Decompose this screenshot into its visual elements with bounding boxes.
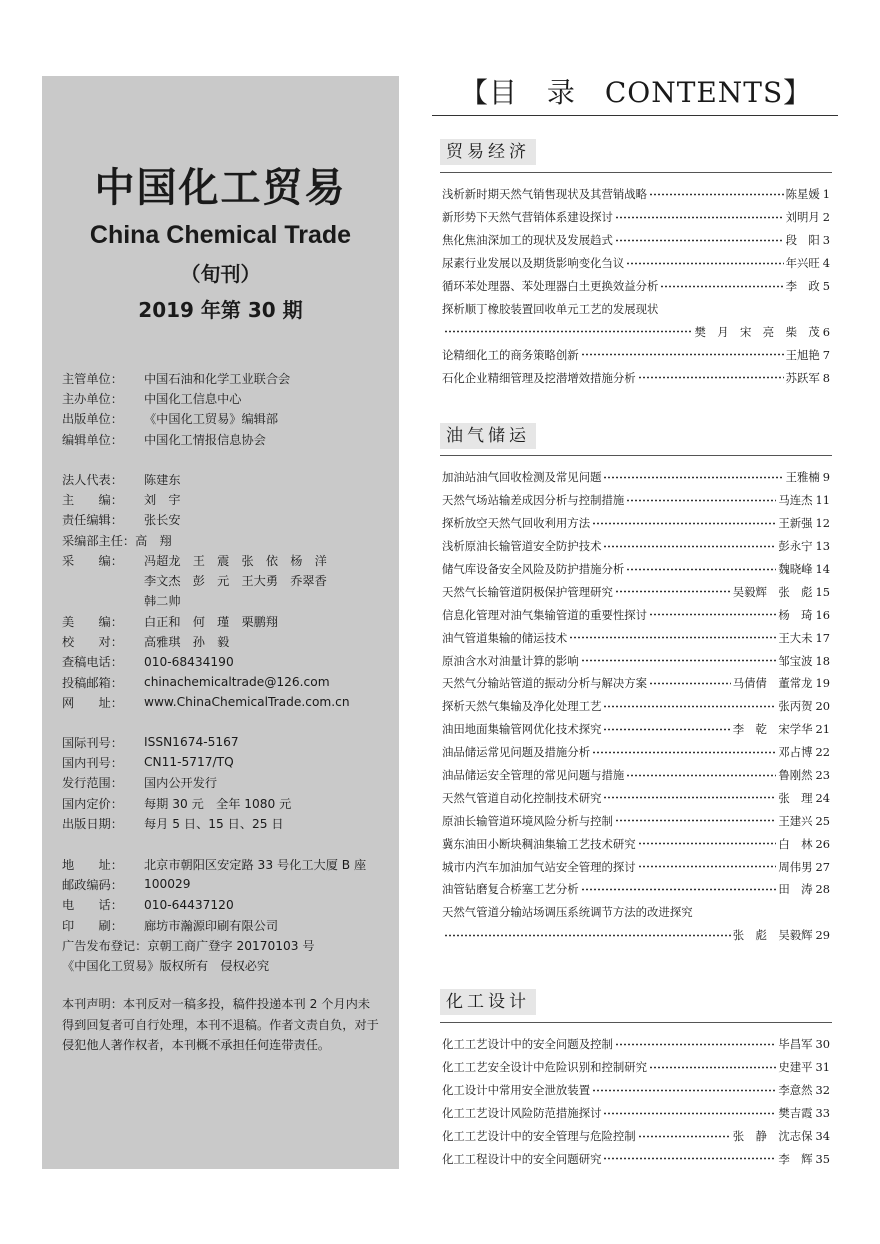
info-row — [62, 854, 392, 874]
toc-entry[interactable] — [442, 672, 830, 695]
toc-entry-author: 邹宝波 — [778, 653, 813, 668]
toc-entry-page: 31 — [815, 1060, 830, 1075]
info-label: 查稿电话： — [62, 655, 123, 670]
toc-entry-author: 周伟男 — [778, 859, 813, 874]
dot-leader — [592, 522, 776, 525]
toc-entry-author: 王新强 — [778, 516, 813, 531]
dot-leader — [592, 751, 776, 754]
toc-entry-page: 23 — [815, 768, 830, 783]
toc-entry-page: 7 — [822, 347, 830, 362]
toc-entry[interactable] — [442, 580, 830, 603]
dot-leader — [581, 659, 777, 662]
section-heading-trade: 贸易经济 — [440, 139, 536, 165]
dot-leader — [638, 1135, 731, 1138]
toc-entry-author: 邓占博 — [778, 745, 813, 760]
toc-entry[interactable] — [442, 183, 830, 206]
info-label: 网 址： — [62, 695, 123, 710]
info-row — [62, 429, 392, 449]
info-row — [62, 935, 392, 955]
info-label: 美 编： — [62, 614, 123, 629]
dot-leader — [592, 1089, 776, 1092]
toc-entry-title: 化工工程设计中的安全问题研究 — [442, 1151, 602, 1166]
toc-entry[interactable] — [442, 649, 830, 672]
toc-entry-page: 14 — [815, 562, 830, 576]
toc-entry-title: 化工设计中常用安全泄放装置 — [442, 1083, 591, 1098]
section-divider — [440, 172, 832, 173]
info-label: 出版单位： — [62, 412, 123, 427]
dot-leader — [615, 819, 776, 822]
toc-entry-page: 5 — [822, 279, 830, 293]
toc-entry[interactable] — [442, 1102, 830, 1125]
dot-leader — [603, 705, 776, 708]
toc-entry[interactable] — [442, 466, 830, 489]
info-label: 国内刊号： — [62, 755, 123, 770]
toc-entry[interactable] — [442, 275, 830, 298]
toc-entry-author: 史建平 — [778, 1060, 813, 1075]
magazine-frequency: （旬刊） — [180, 262, 261, 286]
toc-entry[interactable] — [442, 512, 830, 535]
info-label: 主管单位： — [62, 371, 123, 386]
magazine-title-cn: 中国化工贸易 — [94, 165, 347, 211]
toc-entry[interactable] — [442, 297, 830, 320]
toc-entry-title: 浅析原油长输管道安全防护技术 — [442, 539, 602, 554]
toc-entry[interactable] — [442, 809, 830, 832]
info-label: 投稿邮箱： — [62, 675, 123, 690]
toc-entry-page: 11 — [815, 493, 830, 508]
info-label: 采编部主任： — [62, 533, 136, 548]
toc-entry-author: 毕昌军 — [778, 1037, 813, 1052]
info-value: ISSN1674-5167 — [144, 735, 239, 750]
toc-entry-title: 天然气长输管道阴极保护管理研究 — [442, 584, 613, 599]
toc-entry-page: 2 — [822, 210, 830, 225]
toc-entry-title: 天然气管道分输站场调压系统调节方法的改进探究 — [442, 905, 693, 920]
info-label: 校 对： — [62, 635, 123, 650]
toc-entry-page: 9 — [822, 470, 830, 485]
toc-entry-page: 33 — [815, 1106, 830, 1121]
toc-entry[interactable] — [442, 489, 830, 512]
dot-leader — [649, 193, 784, 196]
toc-entry-author: 张 彪 吴毅辉 — [732, 928, 813, 943]
dot-leader — [603, 728, 730, 731]
toc-entry-page: 27 — [815, 859, 830, 874]
toc-entry[interactable] — [442, 1125, 830, 1148]
info-value: 中国化工情报信息协会 — [144, 432, 266, 447]
info-row — [62, 368, 392, 388]
info-value: 陈建东 — [144, 472, 181, 487]
toc-entry-page: 25 — [815, 813, 830, 828]
toc-entry-page: 15 — [815, 584, 830, 599]
info-label: 采 编： — [62, 553, 123, 568]
toc-entry-title: 焦化焦油深加工的现状及发展趋式 — [442, 233, 613, 248]
info-value: 010-68434190 — [144, 654, 234, 669]
toc-entry[interactable] — [442, 924, 830, 947]
toc-entry-author: 马连杰 — [778, 493, 813, 508]
toc-entry[interactable] — [442, 1056, 830, 1079]
info-row — [62, 530, 392, 550]
toc-entry-author: 张 静 沈志保 — [732, 1129, 813, 1143]
toc-entry-author: 王旭艳 — [785, 347, 820, 362]
toc-entry[interactable] — [442, 252, 830, 275]
dot-leader — [603, 1112, 776, 1115]
info-value: 中国化工信息中心 — [144, 391, 242, 406]
dot-leader — [569, 636, 776, 639]
info-label: 国际刊号： — [62, 735, 123, 750]
toc-entry[interactable] — [442, 603, 830, 626]
dot-leader — [444, 330, 692, 333]
toc-entry-author: 王建兴 — [778, 813, 813, 828]
toc-entry-title: 探析顺丁橡胶装置回收单元工艺的发展现状 — [442, 301, 659, 316]
toc-entry-author: 李 政 — [785, 279, 820, 293]
toc-list-storage — [442, 466, 830, 947]
info-row — [62, 672, 392, 692]
dot-leader — [638, 842, 777, 845]
toc-entry-title: 油气管道集输的储运技术 — [442, 630, 568, 645]
toc-entry-page: 17 — [815, 630, 830, 645]
info-row — [62, 591, 392, 611]
info-value: 高雅琪 孙 毅 — [144, 635, 230, 650]
toc-entry-title: 石化企业精细管理及挖潜增效措施分析 — [442, 370, 636, 385]
toc-entry-page: 8 — [822, 370, 830, 385]
dot-leader — [444, 934, 731, 937]
toc-entry[interactable] — [442, 718, 830, 741]
toc-entry-author: 彭永宁 — [778, 539, 813, 554]
toc-entry-title: 油品储运常见问题及措施分析 — [442, 745, 591, 760]
toc-entry-title: 探析天然气集输及净化处理工艺 — [442, 699, 602, 714]
info-row — [62, 469, 392, 489]
toc-entry-page: 29 — [815, 928, 830, 943]
toc-entry-page: 26 — [815, 836, 830, 851]
toc-entry[interactable] — [442, 343, 830, 366]
info-value: 廊坊市瀚源印刷有限公司 — [144, 918, 279, 933]
toc-entry-page: 21 — [815, 722, 830, 737]
toc-entry-page: 28 — [815, 882, 830, 897]
toc-entry-author: 李 辉 — [778, 1151, 813, 1166]
toc-entry-title: 浅析新时期天然气销售现状及其营销战略 — [442, 187, 648, 202]
info-label: 编辑单位： — [62, 432, 123, 447]
toc-entry-page: 13 — [815, 539, 830, 554]
toc-entry-author: 樊 月 宋 亮 柴 茂 — [694, 324, 820, 339]
section-heading-design: 化工设计 — [440, 989, 536, 1015]
info-label: 电 话： — [62, 898, 123, 913]
toc-entry-author: 段 阳 — [785, 233, 820, 248]
toc-entry-author: 李 乾 宋学华 — [732, 722, 813, 737]
dot-leader — [581, 888, 777, 891]
toc-entry[interactable] — [442, 558, 830, 581]
toc-entry-page: 18 — [815, 653, 830, 668]
dot-leader — [603, 476, 783, 479]
toc-entry-page: 24 — [815, 790, 830, 805]
dot-leader — [649, 613, 776, 616]
info-value: 高 翔 — [135, 533, 172, 548]
info-value: chinachemicaltrade@126.com — [144, 675, 330, 690]
info-row — [62, 409, 392, 429]
staff-info — [62, 469, 392, 713]
dot-leader — [638, 865, 777, 868]
toc-entry-author: 张丙贺 — [778, 699, 813, 714]
toc-entry-author: 白 林 — [778, 836, 813, 851]
toc-entry-title: 化工工艺设计中的安全问题及控制 — [442, 1037, 613, 1052]
info-row — [62, 793, 392, 813]
toc-entry-author: 田 涛 — [778, 882, 813, 897]
info-row — [62, 732, 392, 752]
toc-entry-title: 新形势下天然气营销体系建设探讨 — [442, 210, 613, 225]
info-value: 刘 宇 — [144, 492, 181, 507]
info-value: 010-64437120 — [144, 897, 234, 912]
info-label: 出版日期： — [62, 816, 123, 831]
info-row — [62, 631, 392, 651]
dot-leader — [615, 1043, 776, 1046]
info-row — [62, 874, 392, 894]
toc-entry-author: 陈星媛 — [785, 187, 820, 202]
toc-entry-title: 天然气分输站管道的振动分析与解决方案 — [442, 676, 648, 691]
publisher-info — [62, 368, 392, 449]
toc-entry-title: 化工工艺安全设计中危险识别和控制研究 — [442, 1060, 648, 1075]
toc-entry-author: 张 理 — [778, 790, 813, 805]
info-value: 每月 5 日、15 日、25 日 — [144, 816, 284, 831]
toc-entry-title: 化工工艺设计风险防范措施探讨 — [442, 1106, 602, 1121]
info-value: 北京市朝阳区安定路 33 号化工大厦 B 座 — [144, 857, 367, 872]
toc-entry-page: 6 — [822, 324, 830, 339]
toc-entry-title: 油品储运安全管理的常见问题与措施 — [442, 768, 625, 783]
info-value: 李文杰 彭 元 王大勇 乔翠香 — [144, 574, 327, 589]
toc-list-trade — [442, 183, 830, 389]
toc-entry[interactable] — [442, 832, 830, 855]
info-label: 发行范围： — [62, 776, 123, 791]
toc-entry[interactable] — [442, 206, 830, 229]
toc-entry[interactable] — [442, 1079, 830, 1102]
toc-entry-page: 20 — [815, 699, 830, 714]
info-value: 韩二帅 — [144, 594, 181, 609]
issue-number: 2019 年第 30 期 — [138, 298, 303, 322]
toc-entry-page: 4 — [822, 256, 830, 271]
dot-leader — [615, 590, 731, 593]
toc-entry[interactable] — [442, 741, 830, 764]
info-value: CN11-5717/TQ — [144, 755, 234, 770]
toc-entry-title: 油田地面集输管网优化技术探究 — [442, 722, 602, 737]
info-label: 印 刷： — [62, 918, 123, 933]
toc-entry-author: 马倩倩 董常龙 — [732, 676, 813, 691]
info-row — [62, 955, 392, 975]
magazine-title-en: China Chemical Trade — [89, 221, 352, 249]
info-value: 100029 — [144, 877, 191, 892]
info-row — [62, 550, 392, 570]
section-heading-storage: 油气储运 — [440, 423, 536, 449]
info-value: 《中国化工贸易》编辑部 — [144, 412, 279, 427]
toc-entry-title: 城市内汽车加油加气站安全管理的探讨 — [442, 859, 636, 874]
info-label: 主 编： — [62, 492, 123, 507]
info-value: 张长安 — [144, 513, 181, 528]
toc-entry-title: 原油长输管道环境风险分析与控制 — [442, 813, 613, 828]
dot-leader — [649, 1066, 776, 1069]
dot-leader — [638, 376, 784, 379]
toc-entry-title: 加油站油气回收检测及常见问题 — [442, 470, 602, 485]
toc-entry-author: 刘明月 — [785, 210, 820, 225]
toc-entry[interactable] — [442, 535, 830, 558]
toc-entry-page: 16 — [815, 607, 830, 622]
info-row — [62, 915, 392, 935]
info-value: 《中国化工贸易》版权所有 侵权必究 — [62, 959, 270, 974]
info-value: 冯超龙 王 震 张 依 杨 洋 — [144, 553, 327, 568]
toc-entry-title: 化工工艺设计中的安全管理与危险控制 — [442, 1129, 636, 1143]
toc-entry[interactable] — [442, 786, 830, 809]
info-row — [62, 510, 392, 530]
dot-leader — [626, 499, 776, 502]
toc-entry-author: 李意然 — [778, 1083, 813, 1098]
toc-entry-page: 3 — [822, 233, 830, 248]
toc-entry-title: 冀东油田小断块稠油集输工艺技术研究 — [442, 836, 636, 851]
section-divider — [440, 1022, 832, 1023]
toc-entry-page: 22 — [815, 745, 830, 760]
toc-entry-author: 鲁刚然 — [778, 768, 813, 783]
dot-leader — [603, 796, 776, 799]
info-row — [62, 611, 392, 631]
info-label: 法人代表： — [62, 472, 123, 487]
toc-entry[interactable] — [442, 764, 830, 787]
toc-entry[interactable] — [442, 901, 830, 924]
toc-entry-page: 1 — [822, 187, 830, 202]
toc-entry-title: 油管钻磨复合桥塞工艺分析 — [442, 882, 579, 897]
toc-entry-page: 30 — [815, 1037, 830, 1052]
toc-entry[interactable] — [442, 878, 830, 901]
toc-entry[interactable] — [442, 229, 830, 252]
info-label: 地 址： — [62, 857, 123, 872]
dot-leader — [615, 239, 784, 242]
toc-entry-title: 储气库设备安全风险及防护措施分析 — [442, 562, 625, 576]
toc-entry-author: 魏晓峰 — [778, 562, 813, 576]
toc-entry[interactable] — [442, 695, 830, 718]
toc-entry-page: 12 — [815, 516, 830, 531]
info-value: 京朝工商广登字 20170103 号 — [147, 938, 315, 953]
toc-entry-title: 天然气管道自动化控制技术研究 — [442, 790, 602, 805]
dot-leader — [626, 568, 776, 571]
dot-leader — [660, 285, 783, 288]
contents-divider — [432, 115, 838, 116]
info-label: 责任编辑： — [62, 513, 123, 528]
toc-entry-title: 尿素行业发展以及期货影响变化刍议 — [442, 256, 625, 271]
info-row — [62, 692, 392, 712]
copyright-statement: 本刊声明：本刊反对一稿多投，稿件投递本刊 2 个月内未得到回复者可自行处理，本刊不退稿。作者文责自负，对于侵犯他人著作权者，本刊概不承担任何连带责任。 — [62, 997, 379, 1052]
toc-entry[interactable] — [442, 366, 830, 389]
info-label: 主办单位： — [62, 391, 123, 406]
toc-entry-title: 原油含水对油量计算的影响 — [442, 653, 579, 668]
toc-entry[interactable] — [442, 1033, 830, 1056]
toc-entry-author: 杨 琦 — [778, 607, 813, 622]
toc-entry[interactable] — [442, 1147, 830, 1170]
toc-entry-title: 探析放空天然气回收利用方法 — [442, 516, 591, 531]
toc-entry[interactable] — [442, 855, 830, 878]
section-divider — [440, 455, 832, 456]
toc-entry-title: 天然气场站输差成因分析与控制措施 — [442, 493, 625, 508]
dot-leader — [626, 262, 783, 265]
info-row — [62, 489, 392, 509]
toc-entry-page: 35 — [815, 1151, 830, 1166]
info-value: 每期 30 元 全年 1080 元 — [144, 796, 292, 811]
toc-entry-page: 19 — [815, 676, 830, 691]
info-label: 国内定价： — [62, 796, 123, 811]
info-row — [62, 895, 392, 915]
toc-entry-title: 信息化管理对油气集输管道的重要性探讨 — [442, 607, 648, 622]
dot-leader — [581, 353, 784, 356]
info-row — [62, 813, 392, 833]
contents-title: 【目 录 CONTENTS】 — [459, 76, 813, 109]
toc-entry-author: 樊吉霞 — [778, 1106, 813, 1121]
publication-info — [62, 732, 392, 833]
dot-leader — [649, 682, 731, 685]
dot-leader — [626, 774, 776, 777]
toc-entry-author: 吴毅辉 张 彪 — [732, 584, 813, 599]
info-value: www.ChinaChemicalTrade.com.cn — [144, 695, 350, 710]
toc-entry-title: 循环苯处理器、苯处理器白土更换效益分析 — [442, 279, 659, 293]
toc-list-design — [442, 1033, 830, 1170]
toc-entry-author: 王雅楠 — [785, 470, 820, 485]
toc-entry-author: 年兴旺 — [785, 256, 820, 271]
dot-leader — [615, 216, 784, 219]
toc-entry-title: 论精细化工的商务策略创新 — [442, 347, 579, 362]
info-label: 广告发布登记： — [62, 938, 148, 953]
masthead-panel — [42, 76, 399, 1169]
info-label: 邮政编码： — [62, 877, 123, 892]
info-row — [62, 652, 392, 672]
toc-entry[interactable] — [442, 626, 830, 649]
info-row — [62, 752, 392, 772]
toc-entry-page: 34 — [815, 1129, 830, 1143]
info-value: 白正和 何 瑾 栗鹏翔 — [144, 614, 279, 629]
toc-entry-author: 王大未 — [778, 630, 813, 645]
contact-info — [62, 854, 392, 976]
info-row — [62, 570, 392, 590]
dot-leader — [603, 1157, 776, 1160]
toc-entry[interactable] — [442, 320, 830, 343]
toc-entry-author: 苏跃军 — [785, 370, 820, 385]
info-row — [62, 388, 392, 408]
info-row — [62, 773, 392, 793]
dot-leader — [603, 545, 776, 548]
info-value: 中国石油和化学工业联合会 — [144, 371, 291, 386]
toc-entry-page: 32 — [815, 1083, 830, 1098]
info-value: 国内公开发行 — [144, 776, 218, 791]
